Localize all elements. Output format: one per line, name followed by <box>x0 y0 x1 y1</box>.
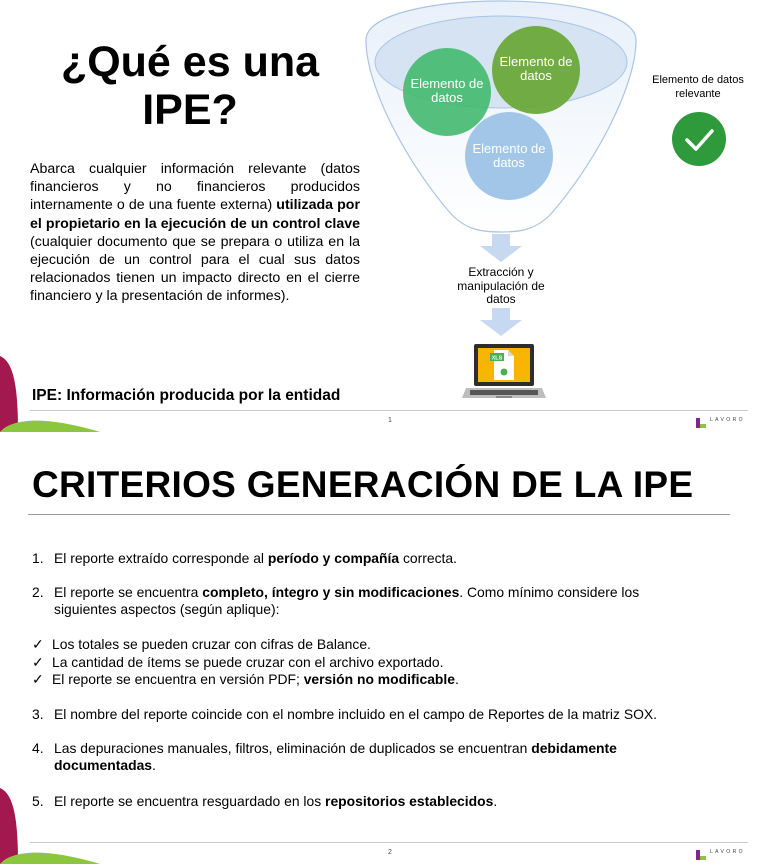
check-list-item <box>32 671 459 688</box>
bubble-2-label: Elemento de datos <box>499 54 573 83</box>
description-text-2: (cualquier documento que se prepara o utiliza en la ejecución de un control para el cual sus datos relacionados tienen un impacto directo en el cierre financiero y la presentación de informes). <box>30 233 360 305</box>
list-number: 1. <box>32 550 44 566</box>
footer-divider <box>30 842 748 843</box>
item-text: El nombre del reporte coincide con el nombre incluido en el campo de Reportes de la matriz SOX. <box>54 706 658 722</box>
description-bold: utilizada por el propietario en la ejecución de un control clave <box>30 197 360 232</box>
item-text: El reporte extraído corresponde al <box>54 550 268 566</box>
lavoro-logo <box>696 847 745 857</box>
check-text: La cantidad de ítems se puede cruzar con el archivo exportado. <box>52 654 444 670</box>
page-number: 1 <box>388 417 392 424</box>
corner-decoration <box>0 780 110 864</box>
slide-2 <box>0 432 768 864</box>
item-text: El reporte se encuentra resguardado en los <box>54 793 326 809</box>
check-text-end: . <box>455 671 459 687</box>
item-bold: período y compañía <box>267 550 400 566</box>
list-number: 4. <box>32 740 44 756</box>
item-text-end: . <box>152 757 156 773</box>
check-icon <box>672 112 726 166</box>
ipe-definition: IPE: Información producida por la entidad <box>32 387 341 404</box>
checkmark-icon: ✓ <box>32 671 44 687</box>
corner-decoration <box>0 348 110 432</box>
list-number: 3. <box>32 706 44 722</box>
item-bold: repositorios establecidos <box>325 793 494 809</box>
checkmark-icon: ✓ <box>32 636 44 652</box>
check-list-item <box>32 636 371 653</box>
item-bold: debidamente documentadas <box>54 740 617 773</box>
item-text-end: correcta. <box>399 550 458 566</box>
lavoro-logo-icon <box>696 847 706 857</box>
check-text: Los totales se pueden cruzar con cifras de Balance. <box>52 636 371 652</box>
lavoro-logo-text: LAVORO <box>710 849 745 855</box>
lavoro-logo-text: LAVORO <box>710 417 745 423</box>
item-bold: completo, íntegro y sin modificaciones <box>202 584 460 600</box>
description-text-1: Abarca cualquier información relevante (datos financieros y no financieros producidos internamente o de una fuente externa) <box>30 161 360 214</box>
down-arrow-1 <box>480 234 522 262</box>
item-text-end: . <box>493 793 498 809</box>
list-number: 5. <box>32 793 44 809</box>
lavoro-logo <box>696 415 745 425</box>
item-text: El reporte se encuentra <box>54 584 203 600</box>
item-text: Las depuraciones manuales, filtros, eliminación de duplicados se encuentran <box>54 740 532 756</box>
down-arrow-2 <box>480 308 522 336</box>
check-text: El reporte se encuentra en versión PDF; <box>52 671 304 687</box>
file-badge: XLS <box>491 355 503 362</box>
ipe-description <box>30 160 360 306</box>
lavoro-logo-icon <box>696 415 706 425</box>
slide-title: ¿Qué es una IPE? <box>60 38 320 134</box>
process-label: Extracción y manipulación de datos <box>457 265 545 306</box>
item-text-end: . Como mínimo considere los siguientes aspectos (según aplique): <box>54 584 640 617</box>
title-underline <box>28 514 730 515</box>
bubble-1-label: Elemento de datos <box>410 76 484 105</box>
slide-title: CRITERIOS GENERACIÓN DE LA IPE <box>32 464 694 505</box>
page-number: 2 <box>388 849 392 856</box>
check-bold: versión no modificable <box>303 671 455 687</box>
list-number: 2. <box>32 584 44 600</box>
bubble-3-label: Elemento de datos <box>472 141 546 170</box>
laptop-icon <box>462 340 546 406</box>
relevant-element-label: Elemento de datos relevante <box>652 74 744 100</box>
check-list-item <box>32 654 444 671</box>
footer-divider <box>30 410 748 411</box>
checkmark-icon: ✓ <box>32 654 44 670</box>
